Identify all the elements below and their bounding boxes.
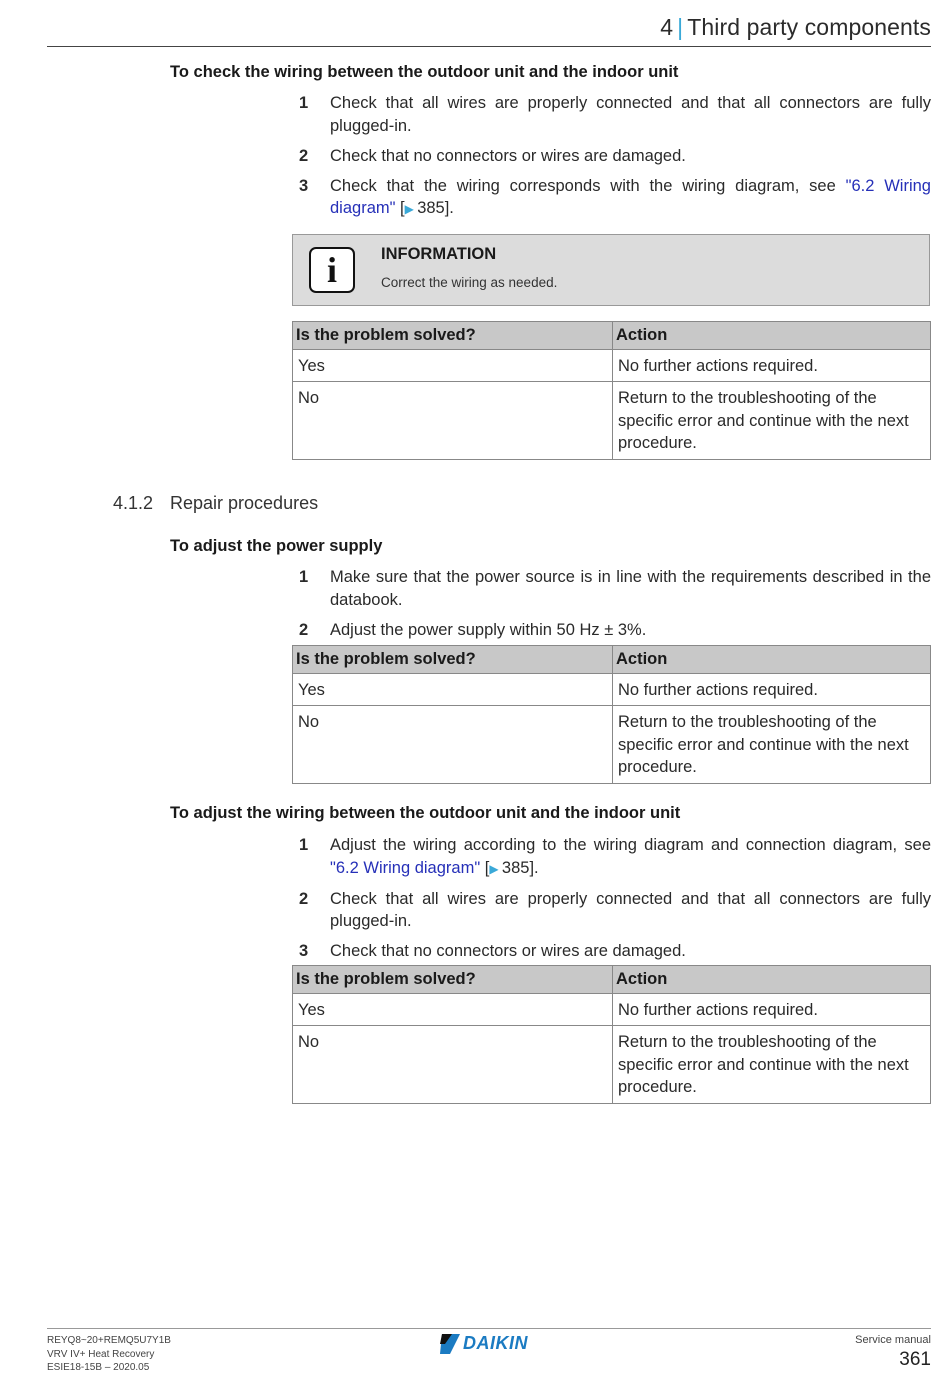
step-number: 3 (299, 942, 309, 960)
table-cell: Yes (293, 673, 613, 706)
step-number: 3 (299, 176, 309, 195)
table-row (293, 706, 931, 784)
step-number: 1 (299, 568, 309, 586)
table-row (293, 993, 931, 1026)
column-header: Is the problem solved? (293, 966, 613, 994)
step-text: Make sure that the power source is in line with the requirements described in the databook. (330, 568, 931, 609)
info-title: INFORMATION (381, 245, 497, 263)
step-text: Check that no connectors or wires are damaged. (330, 146, 686, 165)
step-item (299, 888, 931, 933)
chapter-header (660, 14, 931, 41)
table-row (293, 349, 931, 382)
daikin-logo-icon (440, 1334, 460, 1354)
wiring-diagram-link[interactable]: "6.2 Wiring diagram" (330, 858, 481, 877)
step-number: 2 (299, 889, 309, 908)
procedure-heading-check-wiring: To check the wiring between the outdoor unit and the indoor unit (170, 63, 679, 81)
section-number: 4.1.2 (113, 493, 154, 513)
step-number: 2 (299, 620, 309, 639)
step-text: Check that no connectors or wires are damaged. (330, 942, 686, 960)
steps-adjust-wiring (299, 834, 931, 970)
table-cell: Return to the troubleshooting of the specific error and continue with the next procedure. (613, 1026, 931, 1104)
section-title: Repair procedures (170, 493, 319, 513)
step-item (299, 92, 931, 137)
footer-document-info (47, 1334, 171, 1375)
step-item (299, 619, 931, 642)
problem-solved-table (292, 965, 931, 1104)
step-text-part: ]. (529, 858, 539, 877)
steps-check-wiring (299, 92, 931, 228)
column-header: Action (613, 646, 931, 674)
wiring-diagram-link[interactable]: "6.2 Wiring diagram" (330, 176, 931, 217)
info-icon: i (309, 247, 355, 293)
brand-name: DAIKIN (463, 1333, 528, 1353)
step-text: Check that all wires are properly connected and that all connectors are fully plugged-in. (330, 889, 931, 930)
problem-solved-table (292, 645, 931, 784)
step-number: 2 (299, 146, 309, 165)
column-header: Action (613, 966, 931, 994)
step-text: Check that the wiring corresponds with the wiring diagram, see "6.2 Wiring diagram" [▶ 385]. (330, 176, 931, 217)
footer-model: REYQ8~20+REMQ5U7Y1B (47, 1335, 171, 1346)
table-cell: No (293, 382, 613, 460)
procedure-heading-adjust-wiring: To adjust the wiring between the outdoor unit and the indoor unit (170, 804, 681, 822)
table-row (293, 382, 931, 460)
page-ref-arrow-icon: ▶ (489, 861, 499, 876)
table-cell: No further actions required. (613, 673, 931, 706)
header-separator: | (677, 14, 684, 40)
column-header: Is the problem solved? (293, 322, 613, 350)
table-cell: No (293, 706, 613, 784)
footer-rule (47, 1328, 931, 1329)
procedure-heading-power-supply: To adjust the power supply (170, 537, 383, 555)
information-box (292, 234, 930, 306)
table-header-row (293, 322, 931, 350)
table-cell: No further actions required. (613, 349, 931, 382)
step-number: 1 (299, 94, 309, 112)
column-header: Is the problem solved? (293, 646, 613, 674)
table-cell: No (293, 1026, 613, 1104)
table-cell: Yes (293, 993, 613, 1026)
table-cell: Return to the troubleshooting of the specific error and continue with the next procedure. (613, 382, 931, 460)
page-ref-arrow-icon: ▶ (404, 202, 414, 216)
chapter-number: 4 (660, 14, 674, 40)
step-text-part: Check that the wiring corresponds with the wiring diagram, see (330, 176, 846, 195)
step-number: 1 (299, 836, 309, 854)
step-text-part: ]. (444, 199, 454, 217)
chapter-title: Third party components (687, 14, 931, 40)
problem-solved-table (292, 321, 931, 460)
step-text: Check that all wires are properly connected and that all connectors are fully plugged-in. (330, 94, 931, 135)
table-header-row (293, 646, 931, 674)
column-header: Action (613, 322, 931, 350)
footer-doc-type: Service manual (855, 1334, 931, 1346)
table-cell: Yes (293, 349, 613, 382)
section-heading (113, 493, 318, 514)
step-item (299, 145, 931, 168)
table-row (293, 673, 931, 706)
header-rule (47, 46, 931, 47)
step-item (299, 566, 931, 611)
step-text: Adjust the power supply within 50 Hz ± 3%. (330, 620, 647, 639)
table-header-row (293, 966, 931, 994)
footer-product: VRV IV+ Heat Recovery (47, 1348, 155, 1360)
table-row (293, 1026, 931, 1104)
step-item (299, 175, 931, 221)
step-item (299, 834, 931, 880)
step-text: Adjust the wiring according to the wiring diagram and connection diagram, see "6.2 Wiring diagram" [▶ 385]. (330, 836, 931, 877)
daikin-logo (440, 1333, 528, 1354)
page-number: 361 (899, 1349, 931, 1370)
page-ref[interactable]: 385 (501, 858, 530, 877)
table-cell: Return to the troubleshooting of the specific error and continue with the next procedure. (613, 706, 931, 784)
footer-doc-id: ESIE18-15B – 2020.05 (47, 1362, 150, 1373)
info-text: Correct the wiring as needed. (381, 275, 558, 290)
step-text-part: Adjust the wiring according to the wiring diagram and connection diagram, see (330, 836, 931, 854)
table-cell: No further actions required. (613, 993, 931, 1026)
steps-power-supply (299, 566, 931, 649)
step-item (299, 940, 931, 963)
page-ref[interactable]: 385 (417, 199, 445, 217)
